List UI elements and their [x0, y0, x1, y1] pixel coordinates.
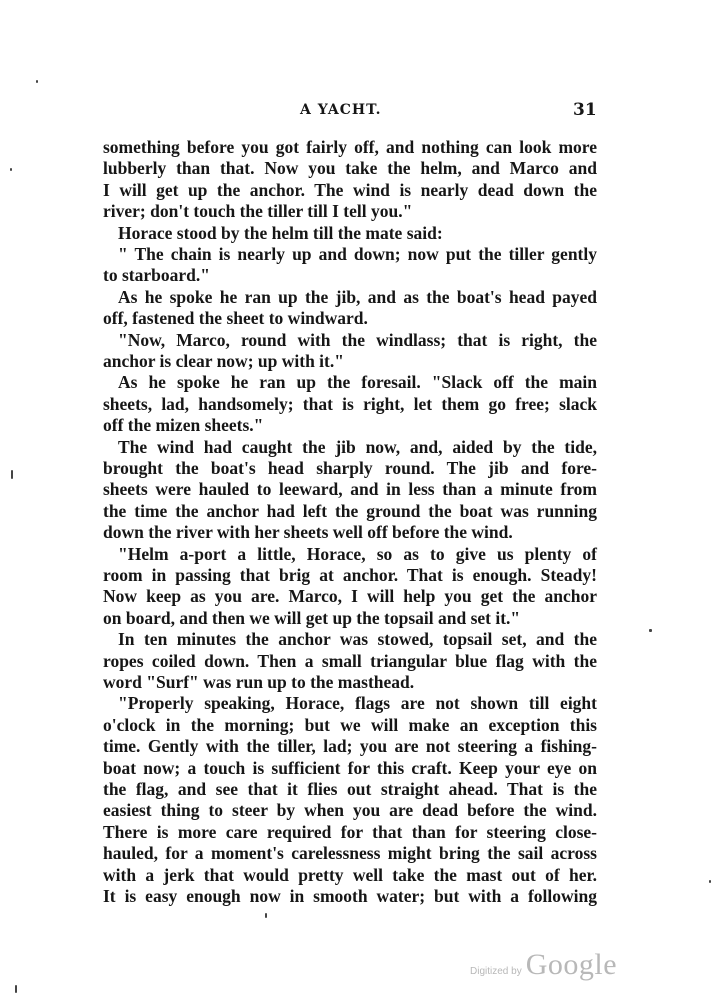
- scan-speck: [649, 629, 652, 632]
- scan-speck: [265, 913, 267, 918]
- scan-speck: [10, 168, 12, 171]
- text-line: river; don't touch the tiller till I tell you.": [103, 201, 413, 222]
- text-line: time. Gently with the tiller, lad; you are not steering a fishing-: [103, 736, 597, 757]
- text-line: There is more care required for that than for steering close-: [103, 821, 597, 842]
- running-title: A YACHT.: [300, 102, 382, 118]
- text-line: "Helm a-port a little, Horace, so as to give us plenty of: [118, 543, 597, 564]
- text-line: "Now, Marco, round with the windlass; that is right, the: [118, 329, 597, 350]
- scan-speck: [11, 470, 13, 479]
- text-line: "Properly speaking, Horace, flags are not shown till eight: [118, 693, 597, 714]
- text-line: sheets, lad, handsomely; that is right, let them go free; slack: [103, 393, 597, 414]
- text-line: the time the anchor had left the ground the boat was running: [103, 500, 597, 521]
- text-line: down the river with her sheets well off before the wind.: [103, 522, 513, 543]
- text-line: sheets were hauled to leeward, and in less than a minute from: [103, 479, 597, 500]
- text-line: o'clock in the morning; but we will make an exception this: [103, 714, 597, 735]
- scan-speck: [15, 985, 17, 993]
- scan-speck: [36, 80, 38, 83]
- text-line: " The chain is nearly up and down; now put the tiller gently: [118, 244, 597, 264]
- text-line: off, fastened the sheet to windward.: [103, 308, 368, 329]
- text-line: I will get up the anchor. The wind is nearly dead down the: [103, 179, 597, 200]
- text-line: Horace stood by the helm till the mate said:: [118, 222, 443, 243]
- text-line: lubberly than that. Now you take the helm, and Marco and: [103, 158, 597, 179]
- text-line: It is easy enough now in smooth water; but with a following: [103, 886, 597, 906]
- text-line: ropes coiled down. Then a small triangular blue flag with the: [103, 650, 597, 671]
- google-wordmark: Google: [525, 948, 618, 981]
- text-line: Now keep as you are. Marco, I will help you get the anchor: [103, 586, 597, 607]
- text-line: brought the boat's head sharply round. The jib and fore-: [103, 458, 597, 478]
- text-line: boat now; a touch is sufficient for this craft. Keep your eye on: [103, 757, 597, 778]
- scan-speck: [709, 880, 711, 883]
- text-line: In ten minutes the anchor was stowed, topsail set, and the: [118, 629, 597, 650]
- watermark-prefix: Digitized by: [470, 966, 522, 977]
- text-line: The wind had caught the jib now, and, aided by the tide,: [118, 436, 597, 457]
- text-line: to starboard.": [103, 265, 210, 286]
- running-header: [0, 100, 718, 126]
- text-line: something before you got fairly off, and nothing can look more: [103, 137, 597, 157]
- text-line: easiest thing to steer by when you are dead before the wind.: [103, 800, 597, 821]
- text-line: off the mizen sheets.": [103, 415, 264, 436]
- text-line: with a jerk that would pretty well take the mast out of her.: [103, 864, 597, 885]
- text-line: hauled, for a moment's carelessness might bring the sail across: [103, 843, 597, 864]
- digitized-by-google-watermark: [470, 948, 617, 982]
- text-line: As he spoke he ran up the jib, and as the boat's head payed: [118, 286, 597, 307]
- text-line: anchor is clear now; up with it.": [103, 351, 344, 371]
- text-line: on board, and then we will get up the topsail and set it.": [103, 607, 521, 628]
- text-line: room in passing that brig at anchor. That is enough. Steady!: [103, 565, 597, 585]
- text-line: word "Surf" was run up to the masthead.: [103, 672, 415, 692]
- text-line: As he spoke he ran up the foresail. "Slack off the main: [118, 372, 597, 393]
- page-number: 31: [573, 100, 597, 120]
- text-line: the flag, and see that it flies out straight ahead. That is the: [103, 779, 597, 799]
